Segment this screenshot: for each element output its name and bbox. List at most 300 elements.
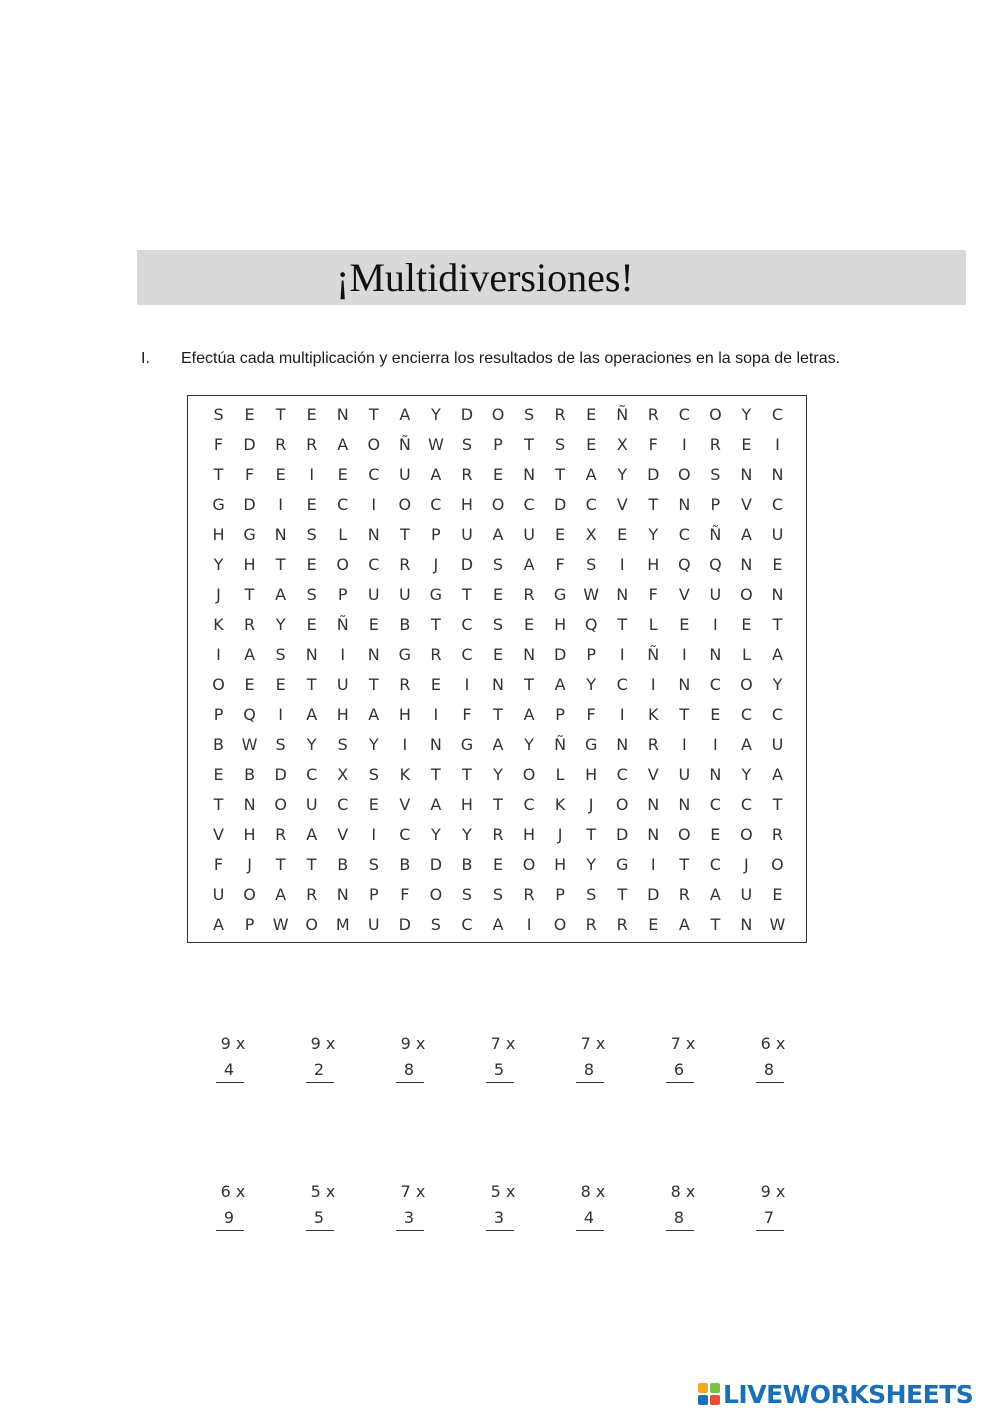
letter-cell[interactable]: Ñ	[554, 735, 567, 754]
letter-cell[interactable]: E	[710, 825, 721, 844]
letter-cell[interactable]: Q	[243, 705, 256, 724]
letter-cell[interactable]: P	[493, 435, 503, 454]
letter-cell[interactable]: W	[241, 735, 258, 754]
letter-cell[interactable]: B	[337, 855, 349, 874]
letter-cell[interactable]: N	[709, 765, 722, 784]
letter-cell[interactable]: U	[336, 675, 349, 694]
letter-cell[interactable]: Y	[741, 765, 752, 784]
letter-cell[interactable]: T	[710, 915, 721, 934]
letter-cell[interactable]: U	[212, 885, 225, 904]
letter-cell[interactable]: I	[650, 675, 656, 694]
letter-cell[interactable]: D	[647, 885, 660, 904]
letter-cell[interactable]: E	[244, 405, 255, 424]
letter-cell[interactable]: L	[648, 615, 658, 634]
letter-cell[interactable]: E	[306, 615, 317, 634]
letter-cell[interactable]: A	[585, 465, 597, 484]
letter-cell[interactable]: T	[648, 495, 659, 514]
letter-cell[interactable]: A	[740, 735, 752, 754]
letter-cell[interactable]: Y	[430, 405, 441, 424]
letter-cell[interactable]: N	[367, 525, 380, 544]
letter-cell[interactable]: O	[522, 855, 536, 874]
letter-cell[interactable]: U	[771, 525, 784, 544]
letter-cell[interactable]: F	[400, 885, 410, 904]
letter-cell[interactable]: T	[430, 615, 441, 634]
letter-cell[interactable]: V	[337, 825, 349, 844]
letter-cell[interactable]: N	[367, 645, 380, 664]
letter-cell[interactable]: B	[399, 855, 411, 874]
letter-cell[interactable]: R	[647, 735, 659, 754]
letter-cell[interactable]: A	[430, 465, 442, 484]
letter-cell[interactable]: C	[523, 495, 535, 514]
letter-cell[interactable]: N	[771, 465, 784, 484]
letter-cell[interactable]: U	[771, 735, 784, 754]
letter-cell[interactable]: F	[555, 555, 565, 574]
letter-cell[interactable]: C	[523, 795, 535, 814]
letter-cell[interactable]: O	[615, 795, 629, 814]
letter-cell[interactable]: T	[586, 825, 597, 844]
letter-cell[interactable]: H	[554, 855, 567, 874]
letter-cell[interactable]: V	[399, 795, 411, 814]
letter-cell[interactable]: A	[709, 885, 721, 904]
letter-cell[interactable]: C	[430, 495, 442, 514]
letter-cell[interactable]: T	[493, 795, 503, 814]
letter-cell[interactable]: A	[554, 675, 566, 694]
letter-cell[interactable]: W	[583, 585, 600, 604]
letter-cell[interactable]: H	[336, 705, 349, 724]
letter-cell[interactable]: R	[647, 405, 659, 424]
letter-cell[interactable]: E	[306, 495, 317, 514]
letter-cell[interactable]: S	[461, 885, 473, 904]
letter-cell[interactable]: N	[336, 405, 349, 424]
letter-cell[interactable]: F	[213, 435, 224, 454]
letter-cell[interactable]: C	[461, 915, 473, 934]
letter-cell[interactable]: F	[586, 705, 596, 724]
letter-cell[interactable]: C	[616, 675, 628, 694]
letter-cell[interactable]: E	[586, 435, 597, 454]
letter-cell[interactable]: C	[709, 795, 721, 814]
letter-cell[interactable]: F	[244, 465, 255, 484]
letter-cell[interactable]: D	[274, 765, 287, 784]
letter-cell[interactable]: C	[740, 705, 752, 724]
letter-cell[interactable]: U	[305, 795, 318, 814]
letter-cell[interactable]: I	[681, 435, 687, 454]
letter-cell[interactable]: A	[771, 645, 783, 664]
letter-cell[interactable]: U	[367, 585, 380, 604]
letter-cell[interactable]: V	[740, 495, 752, 514]
letter-cell[interactable]: R	[275, 435, 287, 454]
letter-cell[interactable]: Y	[772, 675, 783, 694]
letter-cell[interactable]: F	[648, 435, 658, 454]
letter-cell[interactable]: R	[771, 825, 784, 844]
letter-cell[interactable]: O	[305, 915, 318, 934]
letter-cell[interactable]: R	[399, 675, 411, 694]
letter-cell[interactable]: N	[243, 795, 256, 814]
letter-cell[interactable]: X	[337, 765, 349, 784]
letter-cell[interactable]: R	[554, 405, 566, 424]
letter-cell[interactable]: C	[399, 825, 411, 844]
letter-cell[interactable]: N	[616, 585, 629, 604]
letter-cell[interactable]: E	[275, 675, 286, 694]
letter-cell[interactable]: E	[306, 405, 317, 424]
letter-cell[interactable]: T	[679, 855, 690, 874]
letter-cell[interactable]: A	[523, 555, 535, 574]
letter-cell[interactable]: U	[398, 465, 411, 484]
letter-cell[interactable]: Q	[678, 555, 691, 574]
letter-cell[interactable]: R	[709, 435, 721, 454]
letter-cell[interactable]: S	[306, 525, 317, 544]
letter-cell[interactable]: I	[619, 645, 625, 664]
letter-cell[interactable]: G	[584, 735, 598, 754]
letter-cell[interactable]: Y	[275, 615, 286, 634]
letter-cell[interactable]: E	[492, 855, 504, 874]
letter-cell[interactable]: H	[243, 825, 256, 844]
letter-cell[interactable]: X	[585, 525, 597, 544]
letter-cell[interactable]: E	[244, 675, 255, 694]
letter-cell[interactable]: D	[429, 855, 443, 874]
letter-cell[interactable]: T	[275, 405, 286, 424]
letter-cell[interactable]: T	[772, 615, 783, 634]
letter-cell[interactable]: T	[617, 885, 628, 904]
letter-cell[interactable]: A	[306, 705, 318, 724]
letter-cell[interactable]: A	[492, 525, 504, 544]
letter-cell[interactable]: Y	[430, 825, 441, 844]
letter-cell[interactable]: O	[491, 405, 505, 424]
letter-cell[interactable]: C	[678, 405, 690, 424]
letter-cell[interactable]: K	[648, 705, 659, 724]
letter-cell[interactable]: N	[647, 825, 660, 844]
letter-cell[interactable]: E	[772, 555, 783, 574]
letter-cell[interactable]: N	[274, 525, 287, 544]
letter-cell[interactable]: E	[492, 645, 504, 664]
letter-cell[interactable]: P	[586, 645, 596, 664]
letter-cell[interactable]: U	[461, 525, 473, 544]
letter-cell[interactable]: G	[553, 585, 567, 604]
letter-cell[interactable]: T	[368, 405, 379, 424]
letter-cell[interactable]: C	[771, 705, 784, 724]
letter-cell[interactable]: A	[306, 825, 318, 844]
letter-cell[interactable]: R	[492, 825, 504, 844]
letter-cell[interactable]: N	[492, 675, 504, 694]
letter-cell[interactable]: N	[740, 915, 753, 934]
letter-cell[interactable]: O	[740, 675, 753, 694]
letter-cell[interactable]: T	[275, 555, 286, 574]
letter-cell[interactable]: U	[367, 915, 380, 934]
letter-cell[interactable]: U	[740, 885, 753, 904]
letter-cell[interactable]: R	[399, 555, 411, 574]
letter-cell[interactable]: A	[399, 405, 411, 424]
letter-cell[interactable]: G	[429, 585, 443, 604]
letter-cell[interactable]: I	[713, 735, 718, 754]
letter-cell[interactable]: K	[554, 795, 566, 814]
letter-cell[interactable]: H	[647, 555, 660, 574]
letter-cell[interactable]: F	[462, 705, 472, 724]
letter-cell[interactable]: E	[306, 555, 317, 574]
letter-cell[interactable]: C	[709, 675, 721, 694]
letter-cell[interactable]: I	[775, 435, 780, 454]
letter-cell[interactable]: N	[771, 585, 784, 604]
letter-cell[interactable]: I	[526, 915, 532, 934]
letter-cell[interactable]: T	[617, 615, 628, 634]
letter-cell[interactable]: P	[431, 525, 441, 544]
letter-cell[interactable]: I	[650, 855, 656, 874]
letter-cell[interactable]: T	[493, 705, 503, 724]
letter-cell[interactable]: N	[740, 465, 753, 484]
letter-cell[interactable]: P	[368, 885, 379, 904]
letter-cell[interactable]: C	[461, 615, 473, 634]
letter-cell[interactable]: D	[553, 495, 567, 514]
letter-cell[interactable]: C	[771, 405, 784, 424]
letter-cell[interactable]: Y	[617, 465, 628, 484]
letter-cell[interactable]: N	[429, 735, 442, 754]
letter-cell[interactable]: S	[368, 765, 379, 784]
letter-cell[interactable]: Y	[586, 675, 597, 694]
letter-cell[interactable]: E	[586, 405, 597, 424]
letter-cell[interactable]: P	[337, 585, 348, 604]
letter-cell[interactable]: I	[278, 495, 283, 514]
letter-cell[interactable]: A	[740, 525, 752, 544]
letter-cell[interactable]: O	[553, 915, 567, 934]
letter-cell[interactable]: S	[275, 735, 286, 754]
letter-cell[interactable]: Y	[462, 825, 472, 844]
letter-cell[interactable]: N	[678, 675, 691, 694]
letter-cell[interactable]: T	[462, 765, 472, 784]
letter-cell[interactable]: P	[710, 495, 721, 514]
letter-cell[interactable]: B	[399, 615, 411, 634]
letter-cell[interactable]: T	[213, 795, 224, 814]
letter-cell[interactable]: N	[336, 885, 349, 904]
letter-cell[interactable]: G	[460, 735, 474, 754]
letter-cell[interactable]: O	[212, 675, 225, 694]
letter-cell[interactable]: C	[740, 795, 752, 814]
letter-cell[interactable]: T	[306, 855, 317, 874]
letter-cell[interactable]: N	[740, 555, 753, 574]
letter-cell[interactable]: I	[619, 555, 625, 574]
letter-cell[interactable]: A	[771, 765, 783, 784]
letter-cell[interactable]: N	[305, 645, 318, 664]
letter-cell[interactable]: E	[741, 615, 752, 634]
letter-cell[interactable]: P	[555, 705, 565, 724]
letter-cell[interactable]: O	[678, 465, 691, 484]
letter-cell[interactable]: S	[710, 465, 721, 484]
letter-cell[interactable]: R	[585, 915, 597, 934]
letter-cell[interactable]: S	[213, 405, 224, 424]
letter-cell[interactable]: Y	[493, 765, 503, 784]
letter-cell[interactable]: E	[741, 435, 752, 454]
letter-cell[interactable]: Ñ	[336, 615, 349, 634]
letter-cell[interactable]: O	[522, 765, 536, 784]
letter-cell[interactable]: V	[647, 765, 659, 784]
letter-cell[interactable]: N	[709, 645, 722, 664]
letter-cell[interactable]: T	[399, 525, 410, 544]
letter-cell[interactable]: L	[741, 645, 751, 664]
letter-cell[interactable]: C	[616, 765, 628, 784]
letter-cell[interactable]: J	[588, 795, 594, 814]
letter-cell[interactable]: D	[647, 465, 660, 484]
letter-cell[interactable]: S	[337, 735, 348, 754]
letter-cell[interactable]: I	[433, 705, 439, 724]
letter-cell[interactable]: T	[462, 585, 472, 604]
letter-cell[interactable]: O	[367, 435, 381, 454]
letter-cell[interactable]: I	[216, 645, 221, 664]
letter-cell[interactable]: Ñ	[647, 645, 660, 664]
letter-cell[interactable]: A	[678, 915, 690, 934]
letter-cell[interactable]: O	[398, 495, 412, 514]
letter-cell[interactable]: O	[429, 885, 443, 904]
letter-cell[interactable]: Ñ	[616, 405, 629, 424]
letter-cell[interactable]: H	[398, 705, 411, 724]
letter-cell[interactable]: E	[337, 465, 348, 484]
letter-cell[interactable]: S	[555, 435, 566, 454]
letter-cell[interactable]: V	[678, 585, 690, 604]
letter-cell[interactable]: H	[212, 525, 225, 544]
letter-cell[interactable]: A	[492, 735, 504, 754]
letter-cell[interactable]: Ñ	[398, 435, 411, 454]
letter-cell[interactable]: L	[555, 765, 565, 784]
letter-cell[interactable]: R	[523, 585, 535, 604]
letter-cell[interactable]: Y	[524, 735, 534, 754]
letter-cell[interactable]: C	[337, 795, 349, 814]
letter-cell[interactable]: T	[430, 765, 441, 784]
letter-cell[interactable]: I	[402, 735, 408, 754]
letter-cell[interactable]: M	[335, 915, 350, 934]
letter-cell[interactable]: Y	[648, 525, 659, 544]
letter-cell[interactable]: S	[368, 855, 379, 874]
letter-cell[interactable]: H	[585, 765, 598, 784]
letter-cell[interactable]: W	[272, 915, 289, 934]
letter-cell[interactable]: T	[772, 795, 783, 814]
letter-cell[interactable]: H	[460, 795, 473, 814]
letter-cell[interactable]: E	[368, 615, 379, 634]
letter-cell[interactable]: A	[275, 885, 287, 904]
letter-cell[interactable]: U	[678, 765, 691, 784]
letter-cell[interactable]: E	[772, 885, 783, 904]
letter-cell[interactable]: B	[213, 735, 225, 754]
letter-cell[interactable]: I	[713, 615, 718, 634]
letter-cell[interactable]: E	[679, 615, 690, 634]
letter-cell[interactable]: C	[585, 495, 597, 514]
letter-cell[interactable]: D	[243, 435, 256, 454]
letter-cell[interactable]: C	[368, 555, 380, 574]
letter-cell[interactable]: C	[771, 495, 784, 514]
letter-cell[interactable]: O	[709, 405, 722, 424]
letter-cell[interactable]: Y	[306, 735, 317, 754]
letter-cell[interactable]: B	[244, 765, 256, 784]
letter-cell[interactable]: V	[213, 825, 224, 844]
letter-cell[interactable]: C	[368, 465, 380, 484]
letter-cell[interactable]: D	[243, 495, 256, 514]
letter-cell[interactable]: O	[243, 885, 256, 904]
letter-cell[interactable]: S	[461, 435, 473, 454]
letter-cell[interactable]: T	[524, 435, 534, 454]
letter-cell[interactable]: E	[368, 795, 379, 814]
letter-cell[interactable]: S	[492, 885, 504, 904]
letter-cell[interactable]: I	[464, 675, 470, 694]
letter-cell[interactable]: D	[460, 555, 474, 574]
letter-cell[interactable]: B	[461, 855, 473, 874]
letter-cell[interactable]: O	[771, 855, 784, 874]
letter-cell[interactable]: T	[244, 585, 255, 604]
letter-cell[interactable]: L	[338, 525, 348, 544]
letter-cell[interactable]: T	[275, 855, 286, 874]
letter-cell[interactable]: T	[306, 675, 317, 694]
letter-cell[interactable]: F	[648, 585, 658, 604]
letter-cell[interactable]: T	[524, 675, 534, 694]
letter-cell[interactable]: E	[555, 525, 566, 544]
letter-cell[interactable]: P	[213, 705, 224, 724]
letter-cell[interactable]: K	[213, 615, 224, 634]
letter-cell[interactable]: S	[492, 555, 504, 574]
letter-cell[interactable]: G	[212, 495, 225, 514]
letter-cell[interactable]: E	[648, 915, 659, 934]
letter-cell[interactable]: S	[492, 615, 504, 634]
letter-cell[interactable]: Q	[709, 555, 722, 574]
letter-cell[interactable]: A	[430, 795, 442, 814]
letter-cell[interactable]: O	[336, 555, 350, 574]
letter-cell[interactable]: Y	[741, 405, 752, 424]
letter-cell[interactable]: N	[523, 465, 536, 484]
letter-cell[interactable]: F	[213, 855, 224, 874]
letter-cell[interactable]: T	[555, 465, 565, 484]
letter-cell[interactable]: T	[368, 675, 379, 694]
letter-cell[interactable]: H	[523, 825, 536, 844]
letter-cell[interactable]: J	[433, 555, 439, 574]
letter-cell[interactable]: R	[306, 435, 318, 454]
letter-cell[interactable]: N	[678, 795, 691, 814]
letter-cell[interactable]: S	[430, 915, 441, 934]
letter-cell[interactable]: N	[616, 735, 629, 754]
letter-cell[interactable]: R	[616, 915, 628, 934]
letter-cell[interactable]: N	[647, 795, 660, 814]
letter-cell[interactable]: W	[769, 915, 786, 934]
letter-cell[interactable]: A	[523, 705, 535, 724]
letter-cell[interactable]: R	[523, 885, 535, 904]
letter-cell[interactable]: A	[213, 915, 224, 934]
letter-cell[interactable]: N	[523, 645, 536, 664]
letter-cell[interactable]: C	[461, 645, 473, 664]
letter-cell[interactable]: T	[213, 465, 224, 484]
letter-cell[interactable]: O	[740, 825, 753, 844]
letter-cell[interactable]: C	[337, 495, 349, 514]
letter-cell[interactable]: J	[216, 585, 221, 604]
letter-cell[interactable]: A	[492, 915, 504, 934]
letter-cell[interactable]: U	[523, 525, 535, 544]
letter-cell[interactable]: A	[244, 645, 256, 664]
letter-cell[interactable]: I	[681, 735, 687, 754]
letter-cell[interactable]: C	[678, 525, 690, 544]
letter-cell[interactable]: A	[368, 705, 380, 724]
letter-cell[interactable]: E	[710, 705, 721, 724]
letter-cell[interactable]: R	[275, 825, 287, 844]
letter-cell[interactable]: S	[586, 885, 597, 904]
letter-cell[interactable]: I	[681, 645, 687, 664]
letter-cell[interactable]: U	[398, 585, 411, 604]
letter-cell[interactable]: G	[398, 645, 412, 664]
letter-cell[interactable]: J	[557, 825, 563, 844]
letter-cell[interactable]: R	[461, 465, 473, 484]
letter-cell[interactable]: S	[306, 585, 317, 604]
letter-cell[interactable]: Y	[586, 855, 597, 874]
letter-cell[interactable]: G	[243, 525, 256, 544]
letter-cell[interactable]: G	[616, 855, 629, 874]
letter-cell[interactable]: R	[244, 615, 256, 634]
letter-cell[interactable]: J	[744, 855, 749, 874]
letter-cell[interactable]: D	[616, 825, 629, 844]
letter-cell[interactable]: P	[555, 885, 565, 904]
letter-cell[interactable]: E	[430, 675, 441, 694]
letter-cell[interactable]: E	[492, 585, 504, 604]
letter-cell[interactable]: H	[243, 555, 256, 574]
letter-cell[interactable]: U	[709, 585, 722, 604]
